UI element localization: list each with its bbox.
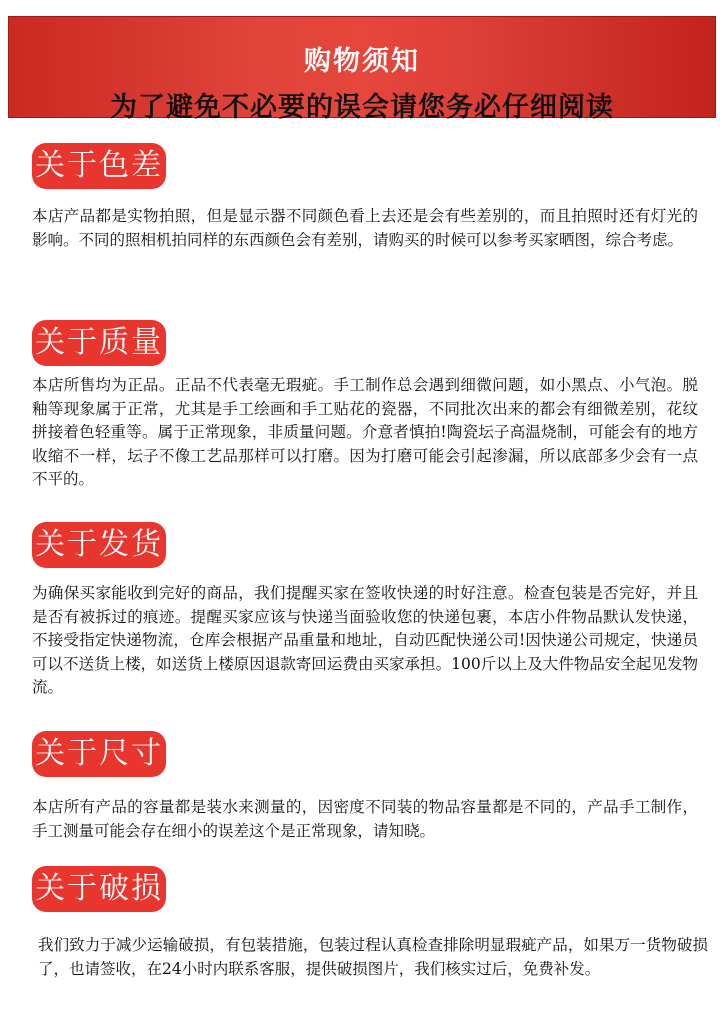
section-body-shipping: 为确保买家能收到完好的商品，我们提醒买家在签收快递的时好注意。检查包装是否完好，并且是否有被拆过的痕迹。提醒买家应该与快递当面验收您的快递包裹，本店小件物品默认发快递，不接受指定快递物流，仓库会根据产品重量和地址，自动匹配快递公司!因快递公司规定，快递员可以不送货上楼，如送货上楼原因退款寄回运费由买家承担。100斤以上及大件物品安全起见发物流。 [32, 584, 698, 696]
page-subtitle: 为了避免不必要的误会请您务必仔细阅读 [110, 92, 614, 123]
section-body-color: 本店产品都是实物拍照，但是显示器不同颜色看上去还是会有些差别的，而且拍照时还有灯光的影响。不同的照相机拍同样的东西颜色会有差别，请购买的时候可以参考买家晒图，综合考虑。 [32, 207, 698, 249]
section-badge-color: 关于色差 [32, 143, 166, 189]
header-banner [8, 16, 716, 123]
section-body-size: 本店所有产品的容量都是装水来测量的，因密度不同装的物品容量都是不同的，产品手工制作，手工测量可能会存在细小的误差这个是正常现象，请知晓。 [32, 798, 698, 840]
section-badge-size: 关于尺寸 [32, 731, 166, 777]
section-badge-damage: 关于破损 [32, 866, 166, 912]
page-title: 购物须知 [304, 46, 420, 77]
section-badge-shipping: 关于发货 [32, 522, 166, 568]
section-body-damage: 我们致力于减少运输破损，有包装措施，包装过程认真检查排除明显瑕疵产品，如果万一货物破损了，也请签收，在24小时内联系客服，提供破损图片，我们核实过后，免费补发。 [38, 936, 708, 978]
section-badge-quality: 关于质量 [32, 320, 166, 366]
section-body-quality: 本店所售均为正品。正品不代表毫无瑕疵。手工制作总会遇到细微问题，如小黑点、小气泡。脱釉等现象属于正常，尤其是手工绘画和手工贴花的瓷器，不同批次出来的都会有细微差别，花纹拼接着色轻重等。属于正常现象，非质量问题。介意者慎拍!陶瓷坛子高温烧制，可能会有的地方收缩不一样，坛子不像工艺品那样可以打磨。因为打磨可能会引起渗漏，所以底部多少会有一点不平的。 [32, 376, 698, 488]
